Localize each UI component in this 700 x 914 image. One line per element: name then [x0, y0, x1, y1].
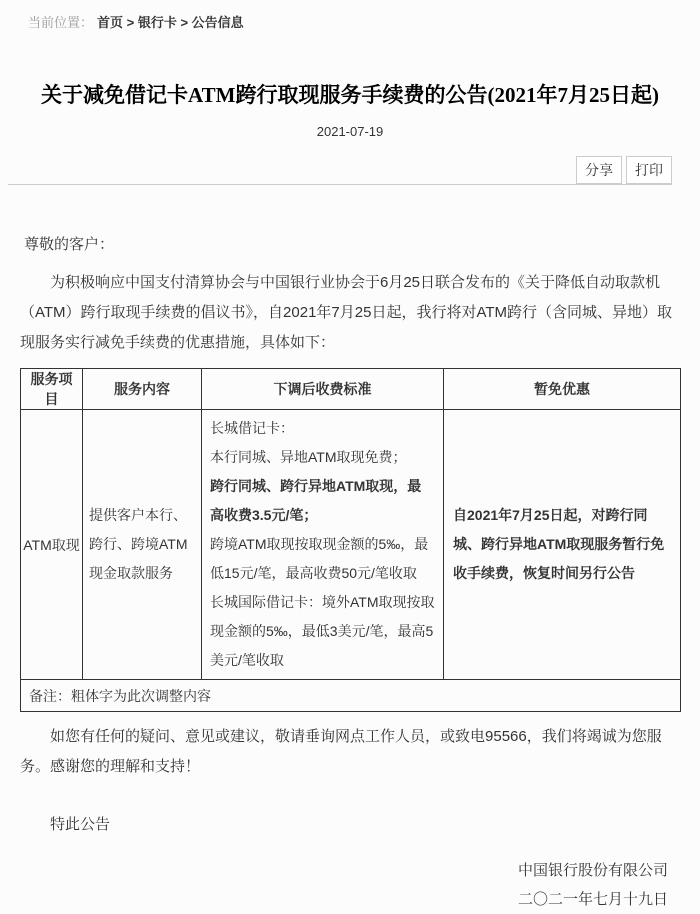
col-header-service-content: 服务内容	[83, 369, 202, 410]
toolbar	[8, 156, 672, 185]
table-note: 备注：粗体字为此次调整内容	[21, 680, 681, 712]
table-header-row	[21, 369, 681, 410]
fee-line: 跨境ATM取现按取现金额的5‰，最低15元/笔，最高收费50元/笔收取	[210, 536, 429, 581]
col-header-service-item: 服务项目	[21, 369, 83, 410]
cell-service-item: ATM取现	[21, 410, 83, 680]
fee-line: 本行同城、异地ATM取现免费；	[210, 449, 407, 465]
fee-table	[20, 368, 681, 712]
cell-fee-standard	[202, 410, 444, 680]
share-button[interactable]: 分享	[576, 156, 622, 184]
breadcrumb-label: 当前位置：	[28, 15, 94, 30]
fee-line: 长城借记卡：	[210, 420, 294, 436]
notice-text: 特此公告	[50, 816, 111, 833]
col-header-exemption: 暂免优惠	[444, 369, 681, 410]
closing-paragraph: 如您有任何的疑问、意见或建议，敬请垂询网点工作人员，或致电95566，我们将竭诚为您服务。感谢您的理解和支持！	[20, 728, 662, 775]
intro-paragraph: 为积极响应中国支付清算协会与中国银行业协会于6月25日联合发布的《关于降低自动取款机（ATM）跨行取现手续费的倡议书》，自2021年7月25日起，我行将对ATM跨行（含同城、异地）取现服务实行减免手续费的优惠措施，具体如下：	[20, 274, 672, 351]
table-note-row	[21, 680, 681, 712]
salutation: 尊敬的客户：	[24, 236, 115, 253]
publish-date: 2021-07-19	[316, 124, 384, 139]
breadcrumb-path[interactable]: 首页 > 银行卡 > 公告信息	[97, 15, 244, 30]
article-body	[0, 230, 700, 914]
signature-date: 二〇二一年七月十九日	[517, 891, 668, 908]
table-row	[21, 410, 681, 680]
signature-company: 中国银行股份有限公司	[517, 862, 668, 879]
signature-block	[20, 856, 668, 914]
page-title: 关于减免借记卡ATM跨行取现服务手续费的公告(2021年7月25日起)	[41, 83, 659, 107]
fee-line: 长城国际借记卡：境外ATM取现按取现金额的5‰，最低3美元/笔，最高5美元/笔收取	[210, 594, 435, 668]
print-button[interactable]: 打印	[626, 156, 672, 184]
fee-line-adjusted: 跨行同城、跨行异地ATM取现，最高收费3.5元/笔；	[210, 478, 422, 523]
col-header-fee-standard: 下调后收费标准	[202, 369, 444, 410]
breadcrumb	[0, 0, 700, 31]
cell-service-content: 提供客户本行、跨行、跨境ATM现金取款服务	[83, 410, 202, 680]
cell-exemption: 自2021年7月25日起，对跨行同城、跨行异地ATM取现服务暂行免收手续费，恢复时间另行公告	[444, 410, 681, 680]
